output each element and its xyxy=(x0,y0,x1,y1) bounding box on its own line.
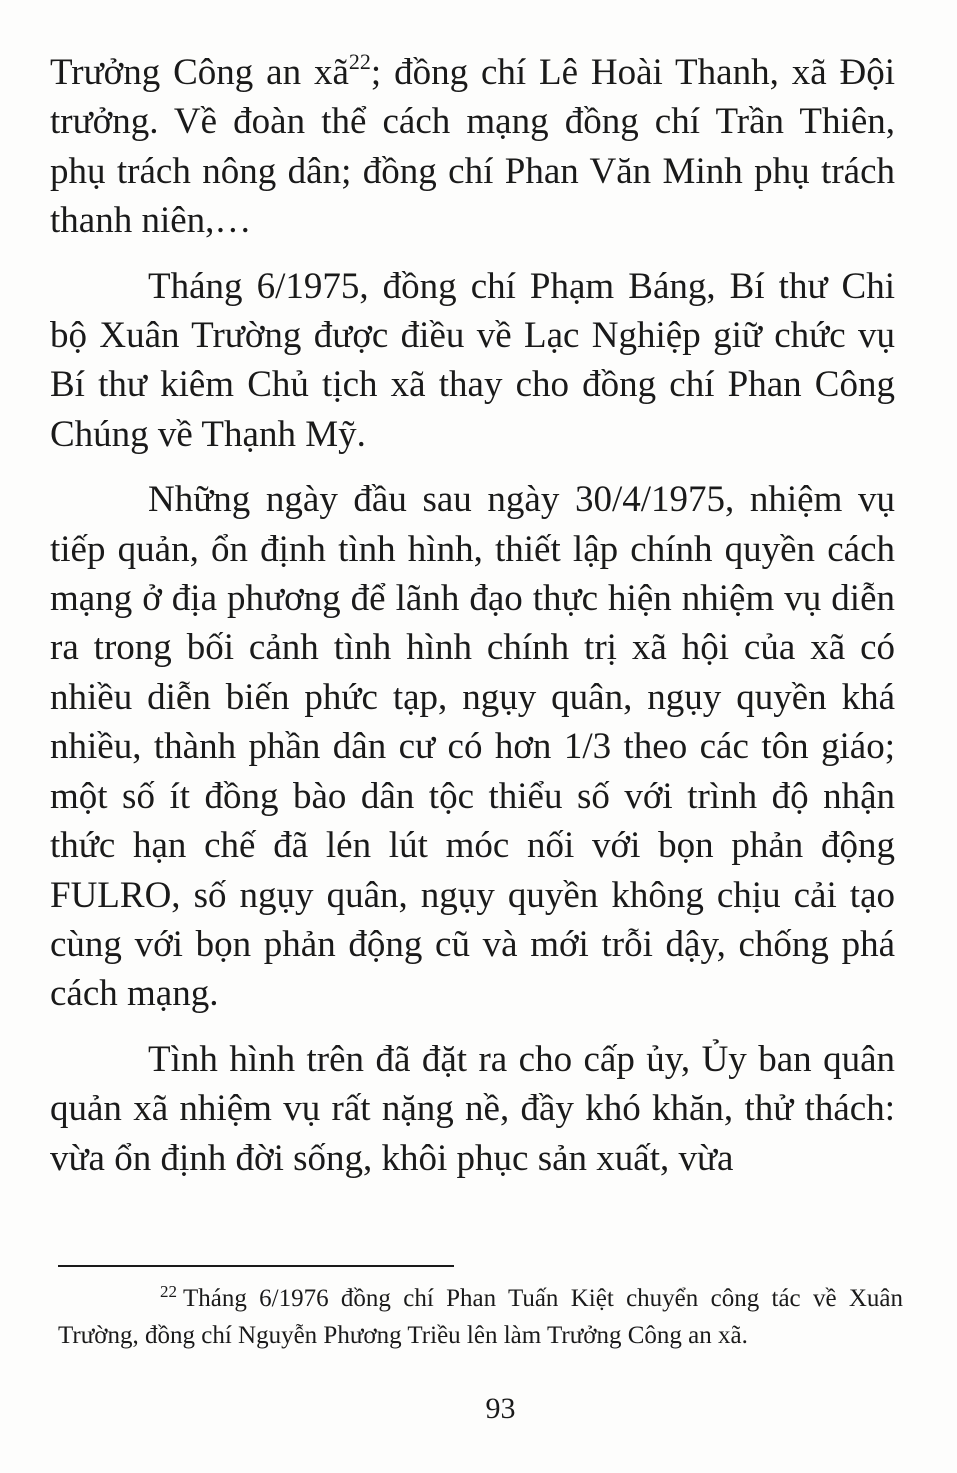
paragraph-1-start: Trưởng Công an xã xyxy=(50,52,349,93)
footnote-divider xyxy=(58,1265,454,1267)
footnote-number: 22 xyxy=(160,1281,177,1301)
paragraph-2: Tháng 6/1975, đồng chí Phạm Báng, Bí thư Chi bộ Xuân Trường được điều về Lạc Nghiệp giữ chức vụ Bí thư kiêm Chủ tịch xã thay cho đồng chí Phan Công Chúng về Thạnh Mỹ. xyxy=(50,265,895,455)
page-number: 93 xyxy=(485,1392,516,1425)
paragraph-1 xyxy=(50,48,895,246)
paragraph-4: Tình hình trên đã đặt ra cho cấp ủy, Ủy ban quân quản xã nhiệm vụ rất nặng nề, đầy khó khăn, thử thách: vừa ổn định đời sống, khôi phục sản xuất, vừa xyxy=(50,1038,895,1179)
main-text xyxy=(50,48,895,1199)
footnote-text: Tháng 6/1976 đồng chí Phan Tuấn Kiệt chuyển công tác về Xuân Trường, đồng chí Nguyễn Phương Triều lên làm Trưởng Công an xã. xyxy=(58,1285,903,1349)
paragraph-3: Những ngày đầu sau ngày 30/4/1975, nhiệm vụ tiếp quản, ổn định tình hình, thiết lập chính quyền cách mạng ở địa phương để lãnh đạo thực hiện nhiệm vụ diễn ra trong bối cảnh tình hình chính trị xã hội của xã có nhiều diễn biến phức tạp, ngụy quân, ngụy quyền khá nhiều, thành phần dân cư có hơn 1/3 theo các tôn giáo; một số ít đồng bào dân tộc thiểu số với trình độ nhận thức hạn chế đã lén lút móc nối với bọn phản động FULRO, số ngụy quân, ngụy quyền không chịu cải tạo cùng với bọn phản động cũ và mới trỗi dậy, chống phá cách mạng. xyxy=(50,479,895,1015)
footnote-reference[interactable]: 22 xyxy=(348,48,371,74)
footnote xyxy=(58,1280,903,1354)
paragraph-1-rest: ; đồng chí Lê Hoài Thanh, xã Đội trưởng. Về đoàn thể cách mạng đồng chí Trần Thiên, phụ trách nông dân; đồng chí Phan Văn Minh phụ trách thanh niên,… xyxy=(50,52,895,242)
